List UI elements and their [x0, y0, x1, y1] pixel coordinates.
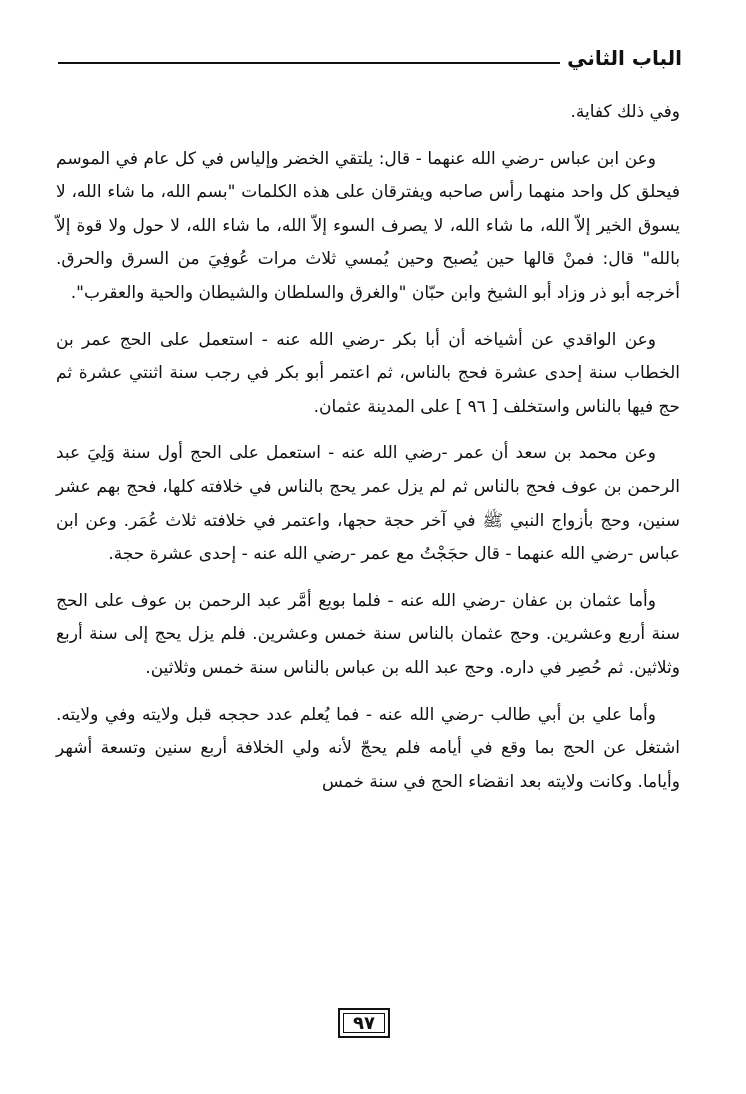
- header-rule: [58, 62, 560, 64]
- page-body: [56, 96, 680, 799]
- paragraph-1: وفي ذلك كفاية.: [570, 102, 680, 122]
- page-number: ٩٧: [353, 1012, 375, 1034]
- paragraph-5: وأما عثمان بن عفان -رضي الله عنه - فلما بويع أمَّر عبد الرحمن بن عوف على الحج سنة أربع وعشرين. وحج عثمان بالناس سنة خمس وعشرين. فلم يزل يحج إلى سنة أربع وثلاثين. ثم حُصِر في داره. وحج عبد الله بن عباس بالناس سنة خمس وثلاثين.: [56, 590, 680, 678]
- page-number-box: [338, 1008, 390, 1038]
- paragraph-6: وأما علي بن أبي طالب -رضي الله عنه - فما يُعلم عدد حججه قبل ولايته وفي ولايته. اشتغل عن الحج بما وقع في أيامه فلم يحجّ لأنه ولي الخلافة أربع سنين وتسعة أشهر وأياما. وكانت ولايته بعد انقضاء الحج في سنة خمس: [56, 704, 680, 792]
- page-header: [58, 44, 682, 84]
- chapter-title: الباب الثاني: [567, 46, 682, 70]
- paragraph-4: وعن محمد بن سعد أن عمر -رضي الله عنه - استعمل على الحج أول سنة وَلِيَ عبد الرحمن بن عوف فحج بالناس ثم لم يزل عمر يحج بالناس في خلافته كلها، فحج بهم عشر سنين، وحج بأزواج النبي ﷺ في آخر حجة حجها، واعتمر في خلافته ثلاث عُمَر. وعن ابن عباس -رضي الله عنهما - قال حجَجْتُ مع عمر -رضي الله عنه - إحدى عشرة حجة.: [56, 443, 680, 565]
- paragraph-3: وعن الواقدي عن أشياخه أن أبا بكر -رضي الله عنه - استعمل على الحج عمر بن الخطاب سنة إحدى عشرة فحج بالناس، ثم اعتمر أبو بكر في رجب سنة اثنتي عشرة ثم حج فيها بالناس واستخلف [ ٩٦ ] على المدينة عثمان.: [56, 329, 680, 417]
- paragraph-2: وعن ابن عباس -رضي الله عنهما - قال: يلتقي الخضر وإلياس في كل عام في الموسم فيحلق كل واحد منهما رأس صاحبه ويفترقان على هذه الكلمات "بسم الله، ما شاء الله، لا يسوق الخير إلاّ الله، ما شاء الله، لا يصرف السوء إلاّ الله، ما شاء الله، لا حول ولا قوة إلاّ بالله" قال: فمنْ قالها حين يُصبح وحين يُمسي ثلاث مرات عُوفِيَ من السرق والحرق. أخرجه أبو ذر وزاد أبو الشيخ وابن حبّان "والغرق والسلطان والشيطان والحية والعقرب".: [56, 148, 680, 303]
